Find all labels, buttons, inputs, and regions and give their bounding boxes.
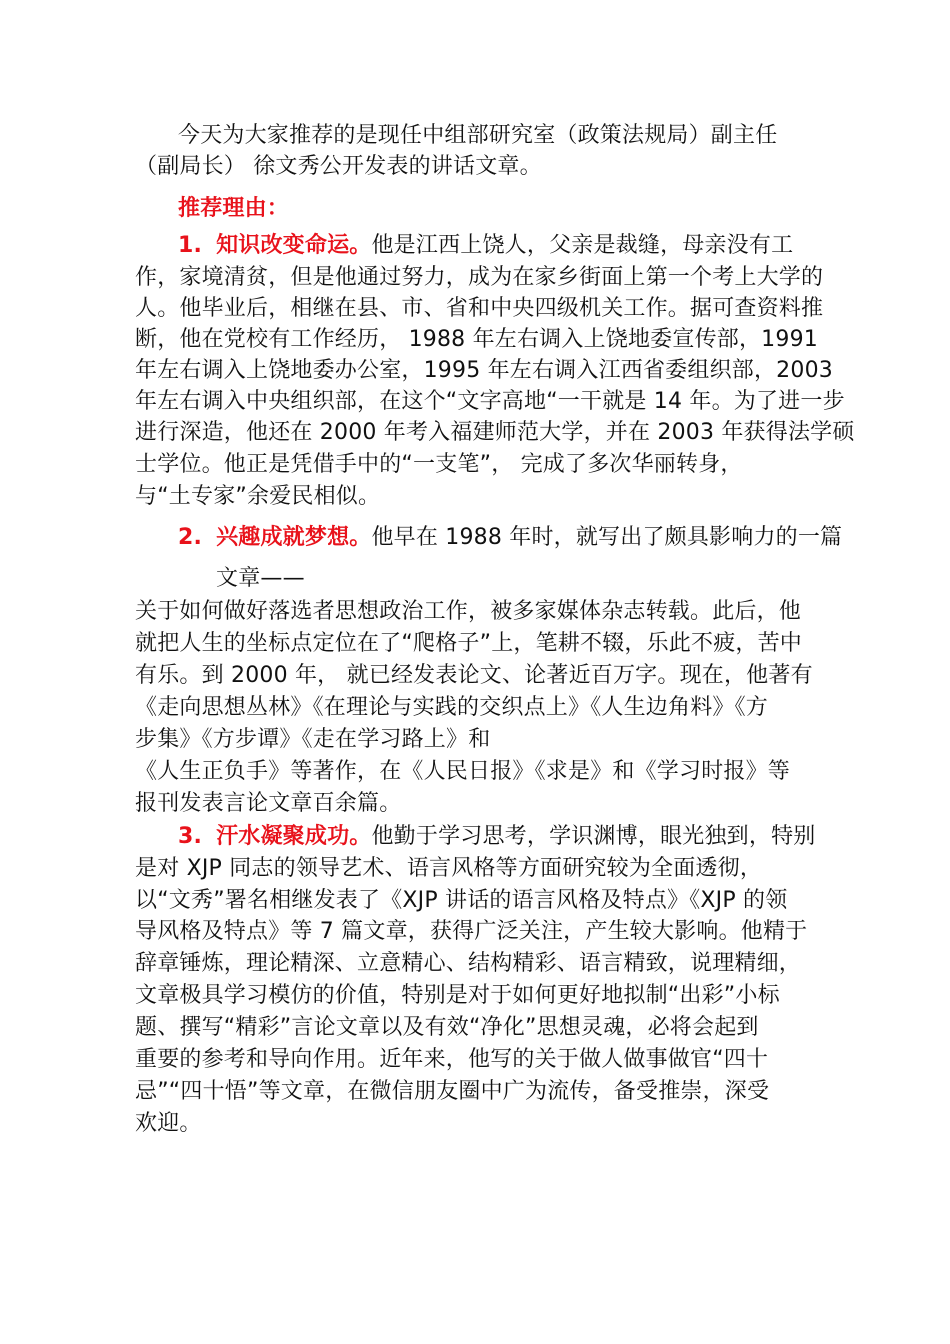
reasons-heading: 推荐理由： [178, 196, 290, 221]
section-2-line: 《人生正负手》等著作，在《人民日报》《求是》和《学习时报》等 [135, 759, 791, 784]
section-1-line: 年左右调入上饶地委办公室，1995 年左右调入江西省委组织部，2003 [135, 358, 833, 383]
section-1-text: 他是江西上饶人，父亲是裁缝，母亲没有工 [371, 233, 794, 258]
section-1-line: 人。他毕业后，相继在县、市、省和中央四级机关工作。据可查资料推 [135, 296, 824, 321]
intro-line-2: （副局长） 徐文秀公开发表的讲话文章。 [135, 154, 542, 179]
intro-line-1: 今天为大家推荐的是现任中组部研究室（政策法规局）副主任 [178, 123, 778, 148]
section-2-first-line [178, 522, 842, 554]
section-1-title: 知识改变命运。 [216, 233, 372, 258]
section-2-line: 报刊发表言论文章百余篇。 [135, 791, 402, 816]
section-2-line: 有乐。到 2000 年， 就已经发表论文、论著近百万字。现在，他著有 [135, 663, 813, 688]
section-3-line: 欢迎。 [135, 1111, 202, 1136]
section-1-line: 进行深造，他还在 2000 年考入福建师范大学，并在 2003 年获得法学硕 [135, 420, 855, 445]
section-1-line: 与“土专家”余爱民相似。 [135, 484, 381, 509]
section-2-line: 关于如何做好落选者思想政治工作，被多家媒体杂志转载。此后，他 [135, 599, 802, 624]
section-3-title: 汗水凝聚成功。 [216, 824, 372, 849]
section-1-line: 年左右调入中央组织部，在这个“文字高地“一干就是 14 年。为了进一步 [135, 389, 845, 414]
section-1-line: 作，家境清贫，但是他通过努力，成为在家乡街面上第一个考上大学的 [135, 265, 824, 290]
section-2-indent-line: 文章—— [216, 566, 305, 591]
section-3-line: 重要的参考和导向作用。近年来，他写的关于做人做事做官“四十 [135, 1047, 769, 1072]
section-1-line: 断，他在党校有工作经历， 1988 年左右调入上饶地委宣传部，1991 [135, 327, 818, 352]
section-2-line: 《走向思想丛林》《在理论与实践的交织点上》《人生边角料》《方 [135, 695, 769, 720]
section-3-line: 文章极具学习模仿的价值，特别是对于如何更好地拟制“出彩”小标 [135, 983, 780, 1008]
section-3-text: 他勤于学习思考，学识渊博，眼光独到，特别 [371, 824, 816, 849]
section-3-line: 导风格及特点》等 7 篇文章，获得广泛关注，产生较大影响。他精于 [135, 919, 808, 944]
section-3-number: 3. [178, 824, 203, 849]
section-1-first-line [178, 230, 793, 262]
section-3-line: 辞章锤炼，理论精深、立意精心、结构精彩、语言精致，说理精细， [135, 951, 802, 976]
section-2-number: 2. [178, 525, 203, 550]
section-2-line: 步集》《方步谭》《走在学习路上》和 [135, 727, 491, 752]
section-1-line: 士学位。他正是凭借手中的“一支笔”， 完成了多次华丽转身， [135, 452, 743, 477]
section-3-line: 题、撰写“精彩”言论文章以及有效“净化”思想灵魂，必将会起到 [135, 1015, 759, 1040]
section-3-first-line [178, 821, 816, 853]
section-2-title: 兴趣成就梦想。 [216, 525, 372, 550]
section-3-line: 以“文秀”署名相继发表了《XJP 讲话的语言风格及特点》《XJP 的领 [135, 888, 788, 913]
section-2-line: 就把人生的坐标点定位在了“爬格子”上，笔耕不辍，乐此不疲，苦中 [135, 631, 802, 656]
section-3-line: 是对 XJP 同志的领导艺术、语言风格等方面研究较为全面透彻， [135, 856, 763, 881]
section-1-number: 1. [178, 233, 203, 258]
section-3-line: 忌”“四十悟”等文章，在微信朋友圈中广为流传，备受推崇，深受 [135, 1079, 770, 1104]
section-2-text: 他早在 1988 年时，就写出了颇具影响力的一篇 [371, 525, 843, 550]
